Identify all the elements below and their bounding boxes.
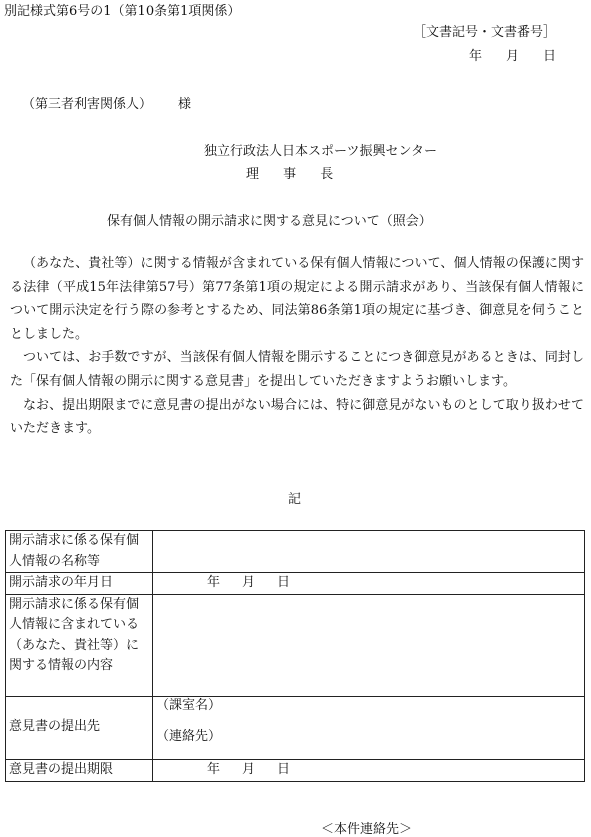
table-row (6, 594, 585, 696)
table-row (6, 573, 585, 595)
date-day: 日 (277, 575, 291, 590)
ki-marker: 記 (288, 492, 302, 507)
table-row (6, 696, 585, 759)
row-value-info-name (153, 531, 585, 573)
body-paragraph: ついては、お手数ですが、当該保有個人情報を開示することにつき御意見があるときは、同封した「保有個人情報の開示に関する意見書」を提出していただきますようお願いします。 (10, 350, 584, 389)
info-table (5, 530, 585, 782)
date-month: 月 (242, 761, 256, 777)
row-value-request-date (153, 573, 585, 595)
row-label-request-date: 開示請求の年月日 (6, 573, 153, 595)
row-value-info-content (153, 594, 585, 696)
date-year: 年 (469, 49, 483, 64)
addressee (22, 93, 191, 112)
row-label-submission-dest: 意見書の提出先 (6, 696, 153, 759)
row-value-submission-dest (153, 696, 585, 759)
date-day: 日 (543, 49, 557, 64)
document-number: ［文書記号・文書番号］ (413, 25, 557, 40)
contact-footer: ＜本件連絡先＞ (321, 822, 413, 837)
date-year: 年 (207, 575, 221, 590)
row-label-deadline: 意見書の提出期限 (6, 759, 153, 781)
sender-organization: 独立行政法人日本スポーツ振興センター (204, 144, 437, 159)
row-label-info-content: 開示請求に係る保有個人情報に含まれている（あなた、貴社等）に関する情報の内容 (6, 594, 153, 696)
body-paragraph: （あなた、貴社等）に関する情報が含まれている保有個人情報について、個人情報の保護に関する法律（平成15年法律第57号）第77条第1項の規定による開示請求があり、当該保有個人情報について開示決定を行う際の参考とするため、同法第86条第1項の規定に基づき、御意見を伺うこととしました。 (10, 256, 584, 342)
dept-label: （課室名） (156, 697, 222, 713)
document-date (469, 45, 556, 64)
body-paragraph: なお、提出期限までに意見書の提出がない場合には、特に御意見がないものとして取り扱わせていただきます。 (10, 397, 584, 437)
row-label-info-name: 開示請求に係る保有個人情報の名称等 (6, 531, 153, 573)
date-month: 月 (242, 575, 256, 590)
document-subject: 保有個人情報の開示請求に関する意見について（照会） (107, 214, 432, 229)
date-day: 日 (277, 761, 291, 777)
addressee-name: （第三者利害関係人） (22, 97, 153, 112)
addressee-honorific: 様 (178, 97, 192, 112)
table-row (6, 531, 585, 573)
table-row (6, 759, 585, 781)
row-value-deadline (153, 759, 585, 781)
date-month: 月 (506, 49, 520, 64)
sender-title: 理 事 長 (246, 167, 344, 182)
contact-label: （連絡先） (156, 729, 222, 744)
date-year: 年 (207, 761, 221, 777)
form-identifier: 別記様式第6号の1（第10条第1項関係） (4, 4, 241, 19)
document-body (10, 252, 584, 441)
